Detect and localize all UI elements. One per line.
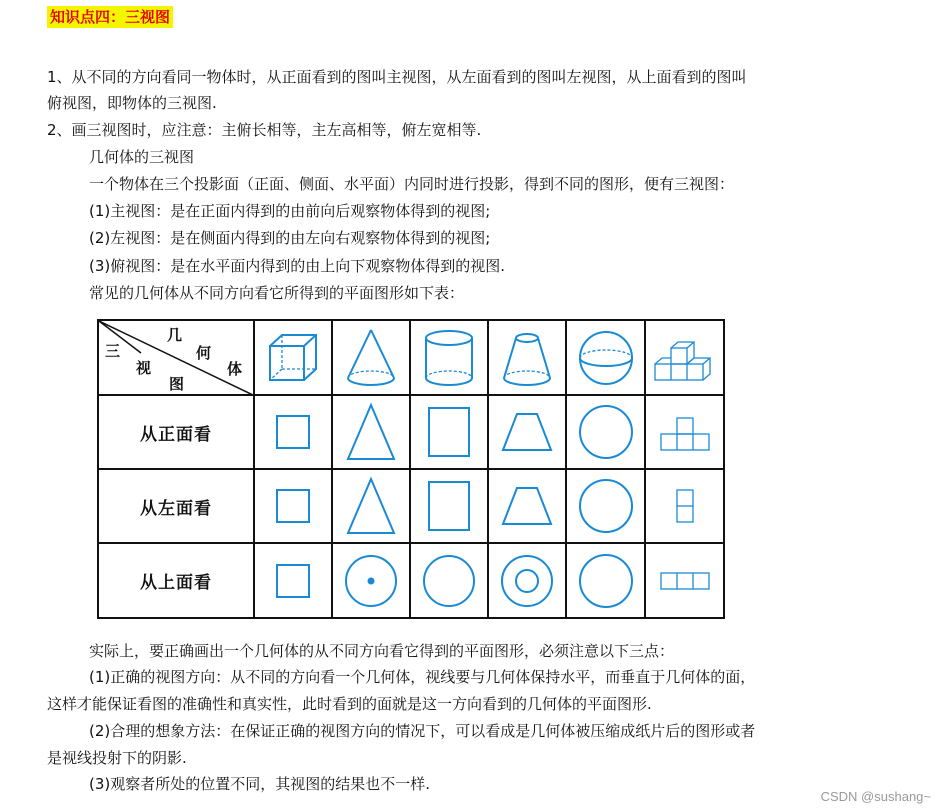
view-cell [645,543,724,618]
cone-icon [341,326,401,390]
text-line: 常见的几何体从不同方向看它所得到的平面图形如下表： [89,284,465,302]
rectangle-icon [419,474,479,538]
view-cell [645,469,724,543]
cylinder-icon [419,326,479,390]
view-cell [410,395,488,469]
view-cell [332,543,410,618]
circle-icon [576,476,636,536]
text-line: (2)左视图：是在侧面内得到的由左向右观察物体得到的视图; [89,229,491,247]
text-line: (1)正确的视图方向：从不同的方向看一个几何体，视线要与几何体保持水平，而垂直于几何体的面， [89,668,756,686]
view-cell [410,543,488,618]
row-header-left: 从左面看 [98,469,254,543]
block-stack-cell [645,320,724,395]
corner-label: 三 [105,342,121,360]
text-line: 俯视图，即物体的三视图. [47,94,217,112]
circle-icon [419,551,479,611]
view-cell [254,543,332,618]
view-cell [566,469,645,543]
trapezoid-icon [497,402,557,462]
circle-icon [576,551,636,611]
corner-label: 视 [136,359,152,377]
corner-label: 图 [169,375,185,393]
sphere-icon [576,326,636,390]
block-top-view-icon [655,551,715,611]
cube-icon [263,328,323,388]
circle-with-center-dot-icon [341,551,401,611]
triangle-icon [341,400,401,464]
view-cell [488,395,566,469]
text-line: 一个物体在三个投影面（正面、侧面、水平面）内同时进行投影，得到不同的图形，便有三视图： [89,175,735,193]
three-views-table [97,319,725,619]
square-icon [263,476,323,536]
view-cell [332,469,410,543]
row-header-front: 从正面看 [98,395,254,469]
text-line: (3)观察者所处的位置不同，其视图的结果也不一样. [89,775,431,793]
text-line: 这样才能保证看图的准确性和真实性，此时看到的面就是这一方向看到的几何体的平面图形. [47,695,652,713]
block-left-view-icon [655,476,715,536]
square-icon [263,551,323,611]
sphere-cell [566,320,645,395]
text-line: (3)俯视图：是在水平面内得到的由上向下观察物体得到的视图. [89,257,506,275]
frustum-icon [497,326,557,390]
trapezoid-icon [497,476,557,536]
block-stack-icon [653,330,717,386]
section-title: 知识点四：三视图 [47,6,173,28]
text-line: 是视线投射下的阴影. [47,749,187,767]
view-cell [254,469,332,543]
subheading: 几何体的三视图 [89,148,195,166]
concentric-circles-icon [497,551,557,611]
rectangle-icon [419,400,479,464]
triangle-icon [341,474,401,538]
circle-icon [576,402,636,462]
text-line: (1)主视图：是在正面内得到的由前向后观察物体得到的视图; [89,202,491,220]
row-header-top: 从上面看 [98,543,254,618]
table-corner-header [98,320,254,395]
text-line: 1、从不同的方向看同一物体时，从正面看到的图叫主视图，从左面看到的图叫左视图，从上面看到的图叫 [47,68,747,86]
view-cell [566,395,645,469]
view-cell [488,469,566,543]
watermark: CSDN @sushang~ [820,789,931,804]
view-cell [645,395,724,469]
view-cell [332,395,410,469]
corner-label: 何 [196,344,212,362]
corner-label: 几 [167,326,183,344]
cylinder-cell [410,320,488,395]
view-cell [254,395,332,469]
view-cell [410,469,488,543]
square-icon [263,402,323,462]
view-cell [488,543,566,618]
block-front-view-icon [655,402,715,462]
frustum-cell [488,320,566,395]
view-cell [566,543,645,618]
text-line: 2、画三视图时，应注意：主俯长相等，主左高相等，俯左宽相等. [47,121,482,139]
cone-cell [332,320,410,395]
cube-cell [254,320,332,395]
text-line: (2)合理的想象方法：在保证正确的视图方向的情况下，可以看成是几何体被压缩成纸片后的图形或者 [89,722,756,740]
text-line: 实际上，要正确画出一个几何体的从不同方向看它得到的平面图形，必须注意以下三点： [89,642,675,660]
corner-label: 体 [227,360,243,378]
